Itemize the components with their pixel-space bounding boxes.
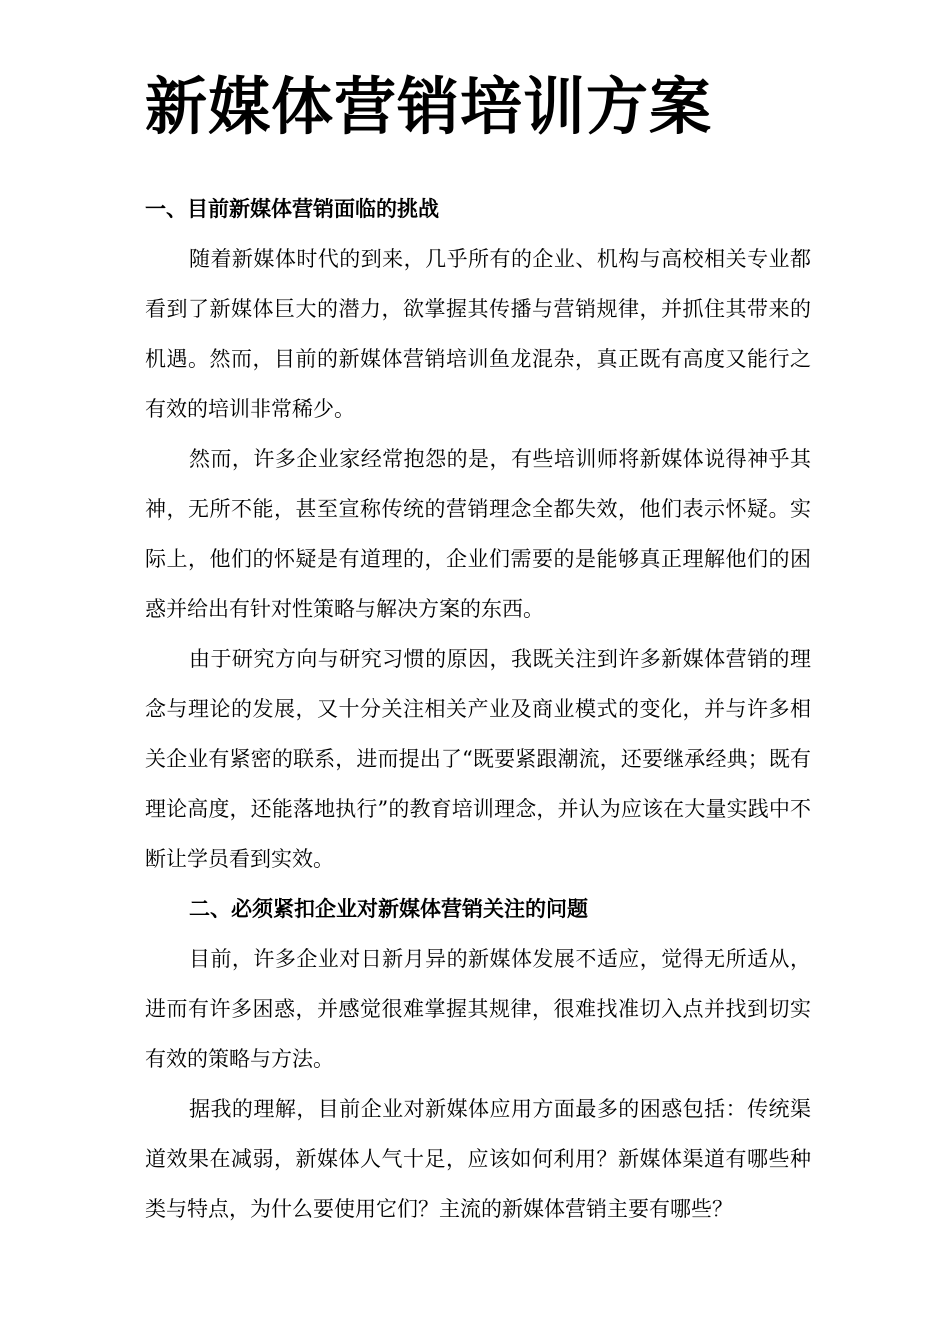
paragraph: 据我的理解，目前企业对新媒体应用方面最多的困惑包括：传统渠道效果在减弱，新媒体人气十足，应该如何利用？新媒体渠道有哪些种类与特点，为什么要使用它们？主流的新媒体营销主要有哪些？ bbox=[145, 1097, 811, 1221]
paragraph: 由于研究方向与研究习惯的原因，我既关注到许多新媒体营销的理念与理论的发展，又十分关注相关产业及商业模式的变化，并与许多相关企业有紧密的联系，进而提出了“既要紧跟潮流，还要继承经典；既有理论高度，还能落地执行”的教育培训理念，并认为应该在大量实践中不断让学员看到实效。 bbox=[145, 647, 811, 871]
section-heading-enterprise-concerns: 二、必须紧扣企业对新媒体营销关注的问题 bbox=[189, 896, 588, 921]
paragraph: 然而，许多企业家经常抱怨的是，有些培训师将新媒体说得神乎其神，无所不能，甚至宣称传统的营销理念全都失效，他们表示怀疑。实际上，他们的怀疑是有道理的，企业们需要的是能够真正理解他们的困惑并给出有针对性策略与解决方案的东西。 bbox=[145, 447, 811, 621]
document-title: 新媒体营销培训方案 bbox=[145, 70, 713, 143]
section-heading-challenges: 一、目前新媒体营销面临的挑战 bbox=[145, 196, 439, 221]
paragraph: 随着新媒体时代的到来，几乎所有的企业、机构与高校相关专业都看到了新媒体巨大的潜力，欲掌握其传播与营销规律，并抓住其带来的机遇。然而，目前的新媒体营销培训鱼龙混杂，真正既有高度又能行之有效的培训非常稀少。 bbox=[145, 247, 811, 421]
paragraph: 目前，许多企业对日新月异的新媒体发展不适应，觉得无所适从，进而有许多困惑，并感觉很难掌握其规律，很难找准切入点并找到切实有效的策略与方法。 bbox=[145, 947, 811, 1071]
document-page bbox=[145, 72, 811, 1234]
